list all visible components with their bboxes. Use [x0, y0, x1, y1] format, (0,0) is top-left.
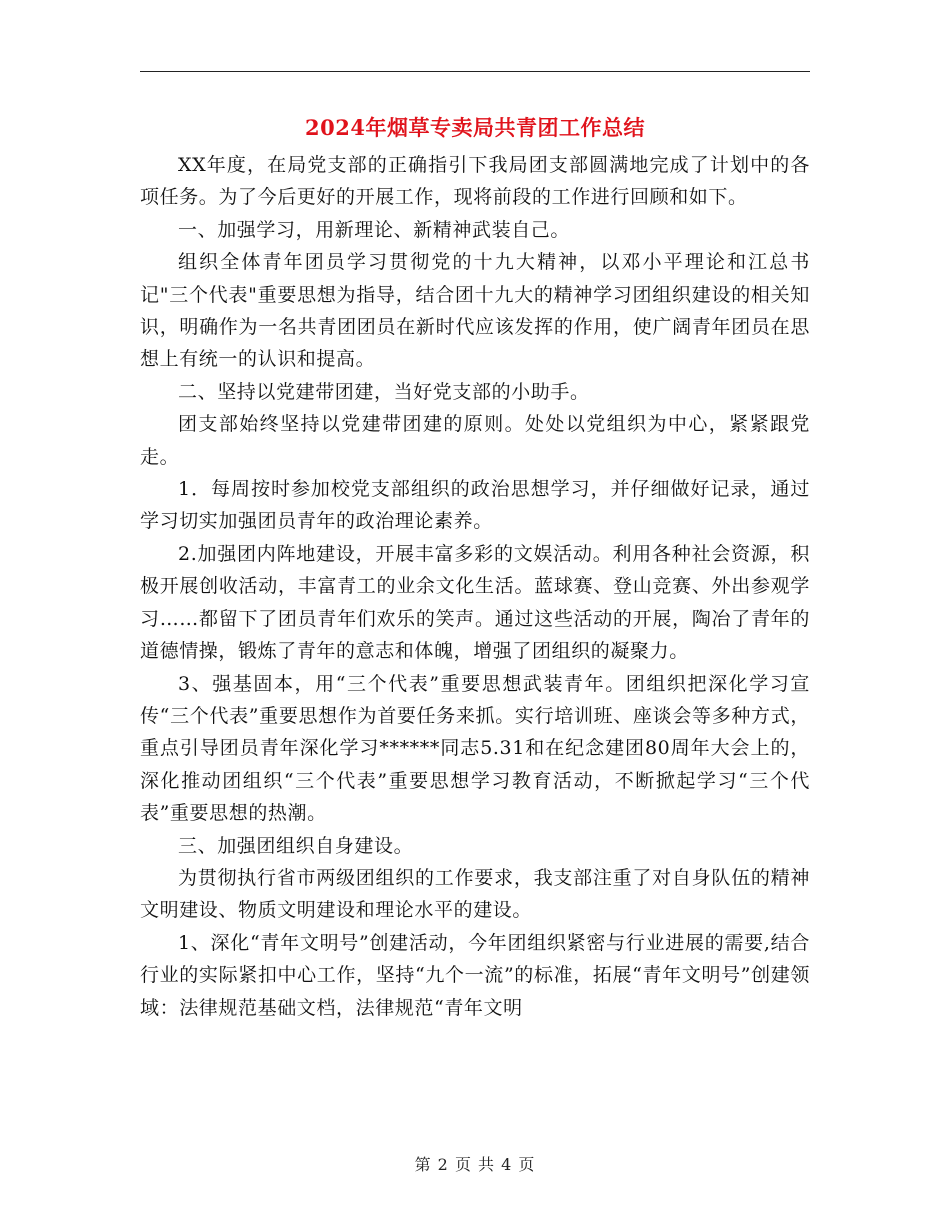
section-heading-2: 二、坚持以党建带团建，当好党支部的小助手。	[178, 380, 590, 403]
header-rule	[140, 71, 810, 72]
list-item-1: 1．每周按时参加校党支部组织的政治思想学习，并仔细做好记录，通过学习切实加强团员青年的政治理论素养。	[140, 478, 810, 533]
paragraph-self-building: 为贯彻执行省市两级团组织的工作要求，我支部注重了对自身队伍的精神文明建设、物质文明建设和理论水平的建设。	[140, 866, 810, 922]
list-item-2: 2.加强团内阵地建设，开展丰富多彩的文娱活动。利用各种社会资源，积极开展创收活动，丰富青工的业余文化生活。蓝球赛、登山竞赛、外出参观学习……都留下了团员青年们欢乐的笑声。通过这些活动的开展，陶冶了青年的道德情操，锻炼了青年的意志和体魄，增强了团组织的凝聚力。	[140, 542, 810, 663]
paragraph-intro: XX年度，在局党支部的正确指引下我局团支部圆满地完成了计划中的各项任务。为了今后更好的开展工作，现将前段的工作进行回顾和如下。	[140, 154, 810, 209]
page-number-footer: 第 2 页 共 4 页	[414, 1155, 536, 1174]
section-heading-3: 三、加强团组织自身建设。	[178, 834, 414, 857]
paragraph-study: 组织全体青年团员学习贯彻党的十九大精神，以邓小平理论和江总书记"三个代表"重要思想为指导，结合团十九大的精神学习团组织建设的相关知识，明确作为一名共青团团员在新时代应该发挥的作用，使广阔青年团员在思想上有统一的认识和提高。	[140, 251, 810, 371]
list-item-3: 3、强基固本，用“三个代表”重要思想武装青年。团组织把深化学习宣传“三个代表”重要思想作为首要任务来抓。实行培训班、座谈会等多种方式，重点引导团员青年深化学习******同志5.31和在纪念建团80周年大会上的，深化推动团组织“三个代表”重要思想学习教育活动，不断掀起学习“三个代表”重要思想的热潮。	[140, 672, 810, 825]
document-body	[140, 149, 810, 1024]
list-item-4: 1、深化“青年文明号”创建活动，今年团组织紧密与行业进展的需要,结合行业的实际紧扣中心工作，坚持“九个一流”的标准，拓展“青年文明号”创建领域：法律规范基础文档，法律规范“青年文明	[140, 931, 810, 1019]
document-title: 2024年烟草专卖局共青团工作总结	[305, 115, 645, 140]
section-heading-1: 一、加强学习，用新理论、新精神武装自己。	[178, 218, 571, 241]
paragraph-party-lead: 团支部始终坚持以党建带团建的原则。处处以党组织为中心，紧紧跟党走。	[140, 413, 810, 468]
